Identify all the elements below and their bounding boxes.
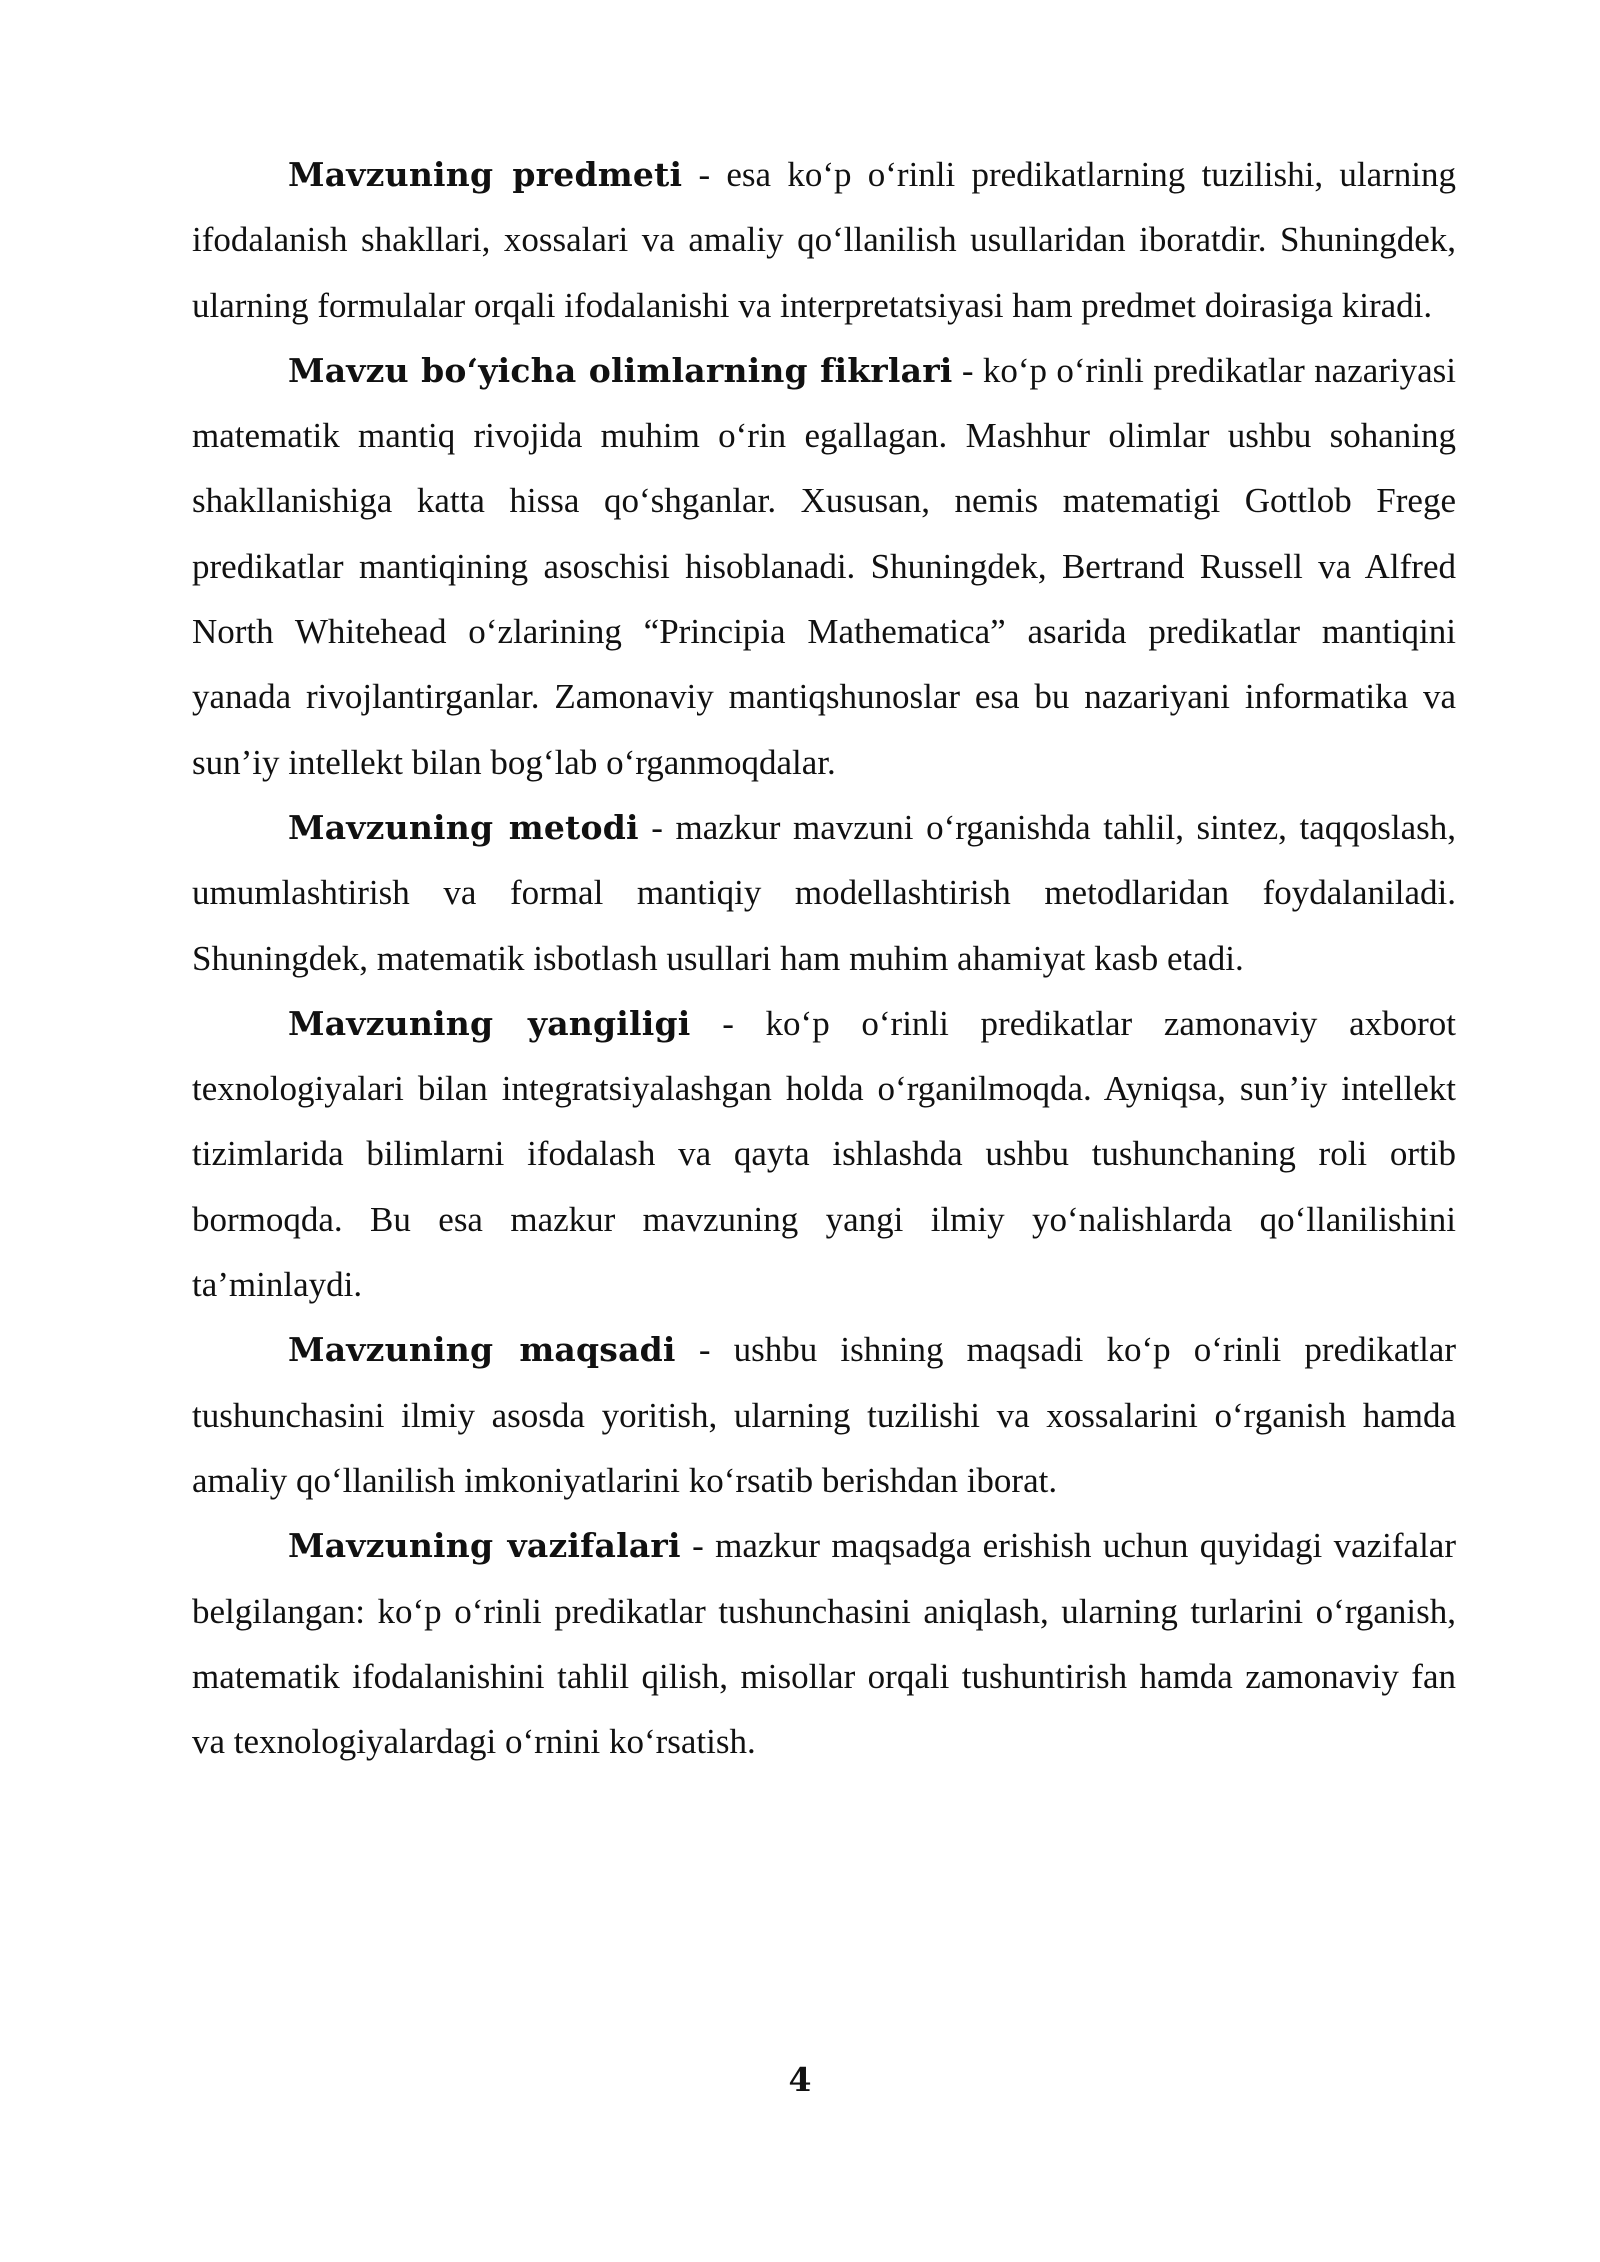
page-number: 4 [788,2060,812,2099]
paragraph-text: - esa ko‘p o‘rinli predikatlarning tuzilishi, ularning ifodalanish shakllari, xossalari va amaliy qo‘llanilish usullaridan iboratdir. Shuningdek, ularning formulalar orqali ifodalanishi va interpretatsiyasi ham predmet doirasiga kiradi. [192,155,1456,325]
paragraph-novelty [192,991,1456,1317]
paragraph-text: - mazkur maqsadga erishish uchun quyidagi vazifalar belgilangan: ko‘p o‘rinli predikatlar tushunchasini aniqlash, ularning turlarini o‘rganish, matematik ifodalanishini tahlil qilish, misollar orqali tushuntirish hamda zamonaviy fan va texnologiyalardagi o‘rnini ko‘rsatish. [192,1526,1456,1762]
paragraph-term: Mavzu bo‘yicha olimlarning fikrlari [288,350,953,390]
paragraph-goal [192,1317,1456,1513]
paragraph-text: - ushbu ishning maqsadi ko‘p o‘rinli predikatlar tushunchasini ilmiy asosda yoritish, ularning tuzilishi va xossalarini o‘rganish hamda amaliy qo‘llanilish imkoniyatlarini ko‘rsatib berishdan iborat. [192,1330,1457,1500]
page-body [192,142,1456,1774]
paragraph-subject [192,142,1456,338]
paragraph-text: - mazkur mavzuni o‘rganishda tahlil, sintez, taqqoslash, umumlashtirish va formal mantiqiy modellashtirish metodlaridan foydalaniladi. Shuningdek, matematik isbotlash usullari ham muhim ahamiyat kasb etadi. [192,807,1456,978]
paragraph-term: Mavzuning predmeti [288,155,683,194]
paragraph-text: - ko‘p o‘rinli predikatlar nazariyasi matematik mantiq rivojida muhim o‘rin egallagan. Mashhur olimlar ushbu sohaning shakllanishiga katta hissa qo‘shganlar. Xususan, nemis matematigi Gottlob Frege predikatlar mantiqining asoschisi hisoblanadi. Shuningdek, Bertrand Russell va Alfred North Whitehead o‘zlarining “Principia Mathematica” asarida predikatlar mantiqini yanada rivojlantirganlar. Zamonaviy mantiqshunoslar esa bu nazariyani informatika va sun’iy intellekt bilan bog‘lab o‘rganmoqdalar. [192,350,1456,782]
paragraph-scholars-views [192,338,1456,795]
paragraph-method [192,795,1456,991]
paragraph-tasks [192,1513,1456,1774]
paragraph-term: Mavzuning vazifalari [288,1526,681,1566]
paragraph-text: - ko‘p o‘rinli predikatlar zamonaviy axborot texnologiyalari bilan integratsiyalashgan holda o‘rganilmoqda. Ayniqsa, sun’iy intellekt tizimlarida bilimlarni ifodalash va qayta ishlashda ushbu tushunchaning roli ortib bormoqda. Bu esa mazkur mavzuning yangi ilmiy yo‘nalishlarda qo‘llanilishini ta’minlaydi. [192,1003,1456,1305]
paragraph-term: Mavzuning maqsadi [288,1330,676,1370]
paragraph-term: Mavzuning yangiligi [288,1003,691,1043]
paragraph-term: Mavzuning metodi [288,807,639,847]
